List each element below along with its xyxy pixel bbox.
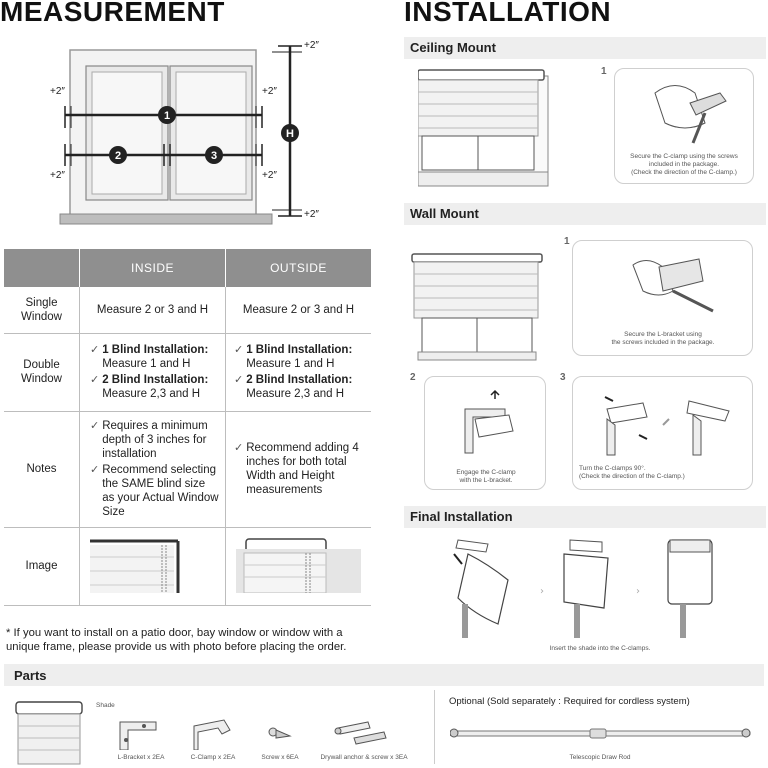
wall-step1-text: Secure the L-bracket using the screws included in the package.: [611, 331, 715, 346]
table-header-outside: OUTSIDE: [226, 249, 372, 287]
marker-2: 2: [114, 150, 122, 162]
table-row-single: [4, 287, 371, 333]
measurement-title: MEASUREMENT: [0, 0, 225, 27]
notes-outside: ✓ Recommend adding 4 inches for both total Width and Height measurements: [226, 411, 372, 527]
table-row-image: [4, 527, 371, 605]
part-screw-label: Screw x 6EA: [261, 754, 299, 761]
l-bracket-screw-illustration: [613, 247, 723, 323]
final-installation-title: Final Installation: [404, 506, 766, 528]
dim-right-lower: +2″: [262, 170, 277, 181]
dim-right-upper: +2″: [262, 86, 277, 97]
notes-inside: ✓ Requires a minimum depth of 3 inches for installation ✓ Recommend selecting the SAME blind size as your Actual Window Size: [80, 411, 226, 527]
row-label-notes: Notes: [4, 411, 80, 527]
marker-h: H: [286, 128, 294, 140]
hand-screwdriver-illustration: [635, 73, 735, 149]
chevron-right-icon: ›: [540, 586, 544, 597]
marker-1: 1: [163, 110, 171, 122]
wall-step2-panel: [424, 376, 546, 490]
wall-step1-number: 1: [564, 236, 570, 247]
chevron-right-icon: ›: [636, 586, 640, 597]
wall-step2-number: 2: [410, 372, 416, 383]
ceiling-step1-panel: [614, 68, 754, 184]
check-icon: ✓: [90, 464, 100, 476]
wall-window-illustration: [410, 244, 550, 366]
ceiling-window-illustration: [418, 68, 558, 190]
parts-divider: [434, 690, 435, 764]
installation-title: INSTALLATION: [404, 0, 612, 27]
check-icon: ✓: [234, 344, 244, 356]
screw-icon: [268, 724, 292, 744]
measurement-diagram: [40, 38, 340, 228]
image-inside: [80, 527, 226, 605]
part-anchor-label: Drywall anchor & screw x 3EA: [320, 754, 408, 761]
single-inside: Measure 2 or 3 and H: [80, 287, 226, 333]
dim-bottom: +2″: [304, 209, 319, 220]
wall-step3-panel: [572, 376, 753, 490]
l-bracket-icon: [116, 716, 164, 750]
double-inside: ✓ 1 Blind Installation: Measure 1 and H ✓ 2 Blind Installation: Measure 2,3 and H: [80, 333, 226, 411]
dim-left-lower: +2″: [50, 170, 65, 181]
c-clamp-engage-illustration: [455, 389, 525, 459]
part-shade-label: Shade: [96, 702, 115, 709]
c-clamp-turn-illustration: [593, 385, 743, 461]
check-icon: ✓: [90, 420, 100, 432]
marker-3: 3: [210, 150, 218, 162]
part-lbracket-label: L-Bracket x 2EA: [117, 754, 165, 761]
parts-title: Parts: [4, 664, 764, 686]
ceiling-mount-title: Ceiling Mount: [404, 37, 766, 59]
measurement-table: [4, 249, 371, 606]
table-row-double: [4, 333, 371, 411]
telescopic-rod-illustration: [450, 724, 756, 744]
wall-step3-number: 3: [560, 372, 566, 383]
check-icon: ✓: [90, 344, 100, 356]
table-row-notes: [4, 411, 371, 527]
outside-mount-image: [236, 535, 361, 593]
table-header-blank: [4, 249, 80, 287]
shade-illustration: [14, 700, 86, 766]
wall-step1-panel: [572, 240, 753, 356]
dim-top: +2″: [304, 40, 319, 51]
rod-label: Telescopic Draw Rod: [569, 754, 631, 761]
check-icon: ✓: [234, 442, 244, 454]
dim-left-upper: +2″: [50, 86, 65, 97]
footnote: * If you want to install on a patio door, bay window or window with a unique frame, please provide us with photo before placing the order.: [6, 627, 347, 653]
optional-note: Optional (Sold separately : Required for cordless system): [449, 696, 690, 707]
part-cclamp-label: C-Clamp x 2EA: [190, 754, 236, 761]
final-installation-illustration: [440, 534, 740, 638]
row-label-double: Double Window: [4, 333, 80, 411]
final-caption: Insert the shade into the C-clamps.: [549, 645, 651, 652]
ceiling-step1-text: Secure the C-clamp using the screws included in the package. (Check the direction of the C-clamp.): [630, 153, 738, 176]
c-clamp-icon: [190, 716, 236, 750]
row-label-single: Single Window: [4, 287, 80, 333]
wall-mount-title: Wall Mount: [404, 203, 766, 225]
drywall-anchor-icon: [334, 718, 394, 750]
check-icon: ✓: [234, 374, 244, 386]
wall-step3-text: Turn the C-clamps 90°. (Check the direction of the C-clamp.): [579, 465, 685, 480]
row-label-image: Image: [4, 527, 80, 605]
double-outside: ✓ 1 Blind Installation: Measure 1 and H ✓ 2 Blind Installation: Measure 2,3 and H: [226, 333, 372, 411]
inside-mount-image: [90, 535, 215, 593]
image-outside: [226, 527, 372, 605]
check-icon: ✓: [90, 374, 100, 386]
table-header-inside: INSIDE: [80, 249, 226, 287]
ceiling-step1-number: 1: [601, 66, 607, 77]
single-outside: Measure 2 or 3 and H: [226, 287, 372, 333]
wall-step2-text: Engage the C-clamp with the L-bracket.: [456, 469, 516, 484]
